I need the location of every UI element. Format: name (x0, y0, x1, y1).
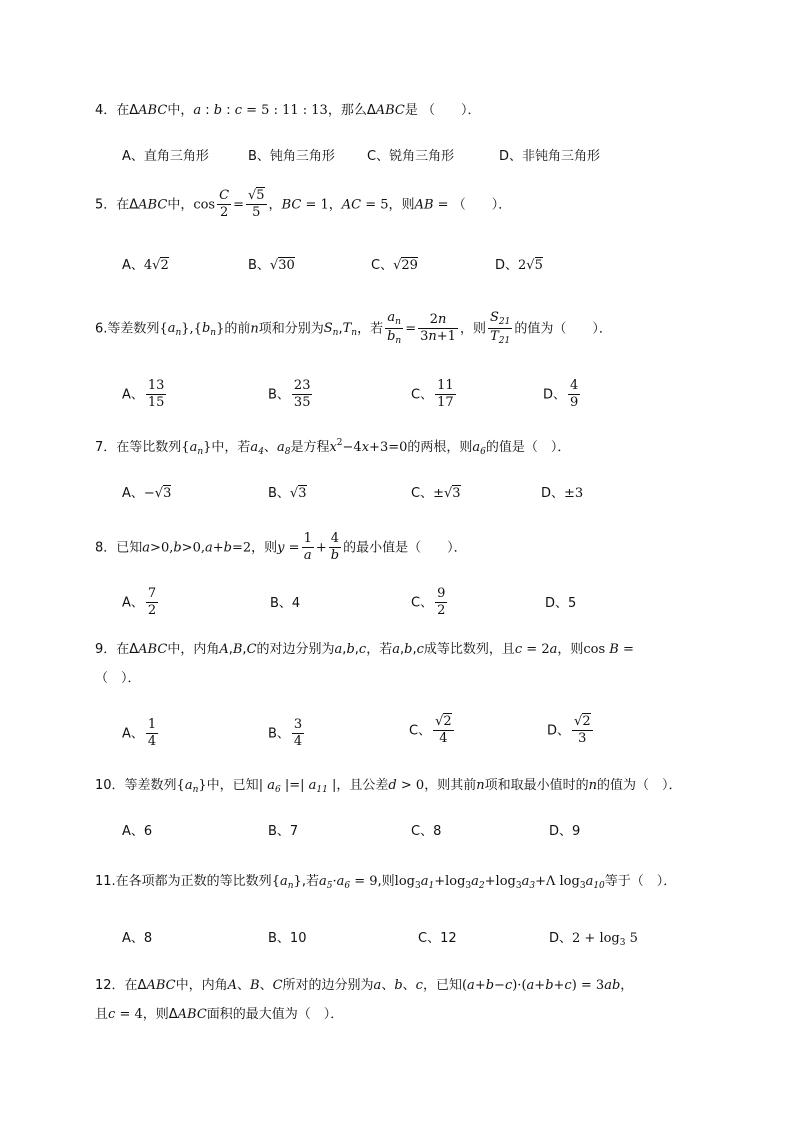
q5-option-d[interactable]: D、2√5 (495, 258, 543, 273)
q6-option-a[interactable]: A、 $\frac{13}{15}$ (122, 378, 165, 411)
question-11: 11.在各项都为正数的等比数列$\{a_n\}$,若$a_5\cdot a_6 = 9$,则$\log_3a_1+\log_3a_2+\log_3a_3+\Lambda$ $\log_3a_{10}$等于（ ）． (95, 874, 677, 891)
q5-option-b[interactable]: B、√30 (248, 258, 295, 273)
q11-option-a[interactable]: A、8 (122, 931, 153, 946)
q5-option-a[interactable]: A、4√2 (122, 258, 169, 273)
q10-option-d[interactable]: D、9 (549, 824, 581, 839)
q8-option-d[interactable]: D、5 (545, 596, 577, 611)
question-12-line-1: 12．在ΔABC中，内角A、B、C所对的边分别为a、b、c，已知(a+b−c)·(a+b+c) = 3ab， (95, 978, 634, 993)
question-5: 5．在ΔABC中，cos $\frac{C}{2}$ = $\frac{√5}{5}$ ，BC = 1，AC = 5，则AB = （ ）． (95, 188, 512, 221)
q10-option-a[interactable]: A、6 (122, 824, 153, 839)
q8-option-b[interactable]: B、4 (270, 596, 301, 611)
question-6: 6.等差数列$\{a_n\},\{b_n\}$的前n项和分别为$S_n,T_n$，若 $\frac{a_n}{b_n}$ = $\frac{2n}{3n+1}$ ，则 $\frac{S_{21}}{T_{21}}$ 的值为（ ）． (95, 310, 612, 347)
q11-option-c[interactable]: C、12 (418, 931, 457, 946)
q6-option-b[interactable]: B、 $\frac{23}{35}$ (268, 378, 311, 411)
q4-option-a[interactable]: A、直角三角形 (122, 149, 209, 164)
q11-option-d[interactable]: D、$2 + \log_3 5$ (549, 931, 638, 948)
q9-option-d[interactable]: D、 $\frac{√2}{3}$ (547, 714, 591, 747)
q11-option-b[interactable]: B、10 (268, 931, 307, 946)
q10-option-c[interactable]: C、8 (411, 824, 442, 839)
q8-option-a[interactable]: A、 $\frac{7}{2}$ (122, 586, 157, 619)
q9-option-a[interactable]: A、 $\frac{1}{4}$ (122, 717, 157, 750)
q5-option-c[interactable]: C、√29 (371, 258, 418, 273)
q4-option-c[interactable]: C、锐角三角形 (367, 149, 455, 164)
q4-option-b[interactable]: B、钝角三角形 (248, 149, 335, 164)
q10-option-b[interactable]: B、7 (268, 824, 299, 839)
question-4: 4．在ΔABC中，a : b : c = 5 : 11 : 13，那么ΔABC是 （ ）． (95, 103, 481, 118)
question-7: 7．在等比数列$\{a_n\}$中，若$a_4$、$a_8$是方程$x^2-4x+3=0$的两根，则$a_6$的值是（ ）． (95, 438, 571, 457)
q7-option-d[interactable]: D、±3 (541, 486, 584, 501)
q7-option-c[interactable]: C、±√3 (411, 486, 461, 501)
q9-option-b[interactable]: B、 $\frac{3}{4}$ (268, 717, 303, 750)
q8-option-c[interactable]: C、 $\frac{9}{2}$ (411, 586, 446, 619)
question-9-line-1: 9．在ΔABC中，内角A,B,C的对边分别为a,b,c，若a,b,c成等比数列，且c = 2a，则cos B = (95, 642, 634, 657)
q6-option-c[interactable]: C、 $\frac{11}{17}$ (411, 378, 454, 411)
q6-option-d[interactable]: D、 $\frac{4}{9}$ (543, 378, 579, 411)
question-8: 8．已知a>0,b>0,a+b=2，则y = $\frac{1}{a}$ + $\frac{4}{b}$ 的最小值是（ ）． (95, 531, 467, 564)
question-9-line-2: （ ）． (95, 671, 141, 686)
question-12-line-2: 且c = 4，则ΔABC面积的最大值为（ ）． (95, 1007, 344, 1022)
q4-option-d[interactable]: D、非钝角三角形 (499, 149, 601, 164)
q7-option-b[interactable]: B、√3 (268, 486, 307, 501)
q7-option-a[interactable]: A、−√3 (122, 486, 172, 501)
question-10: 10．等差数列$\{a_n\}$中，已知| $a_6$ |=| $a_{11}$ |，且公差d > 0，则其前n项和取最小值时的n的值为（ ）． (95, 778, 682, 795)
q9-option-c[interactable]: C、 $\frac{√2}{4}$ (409, 714, 452, 747)
